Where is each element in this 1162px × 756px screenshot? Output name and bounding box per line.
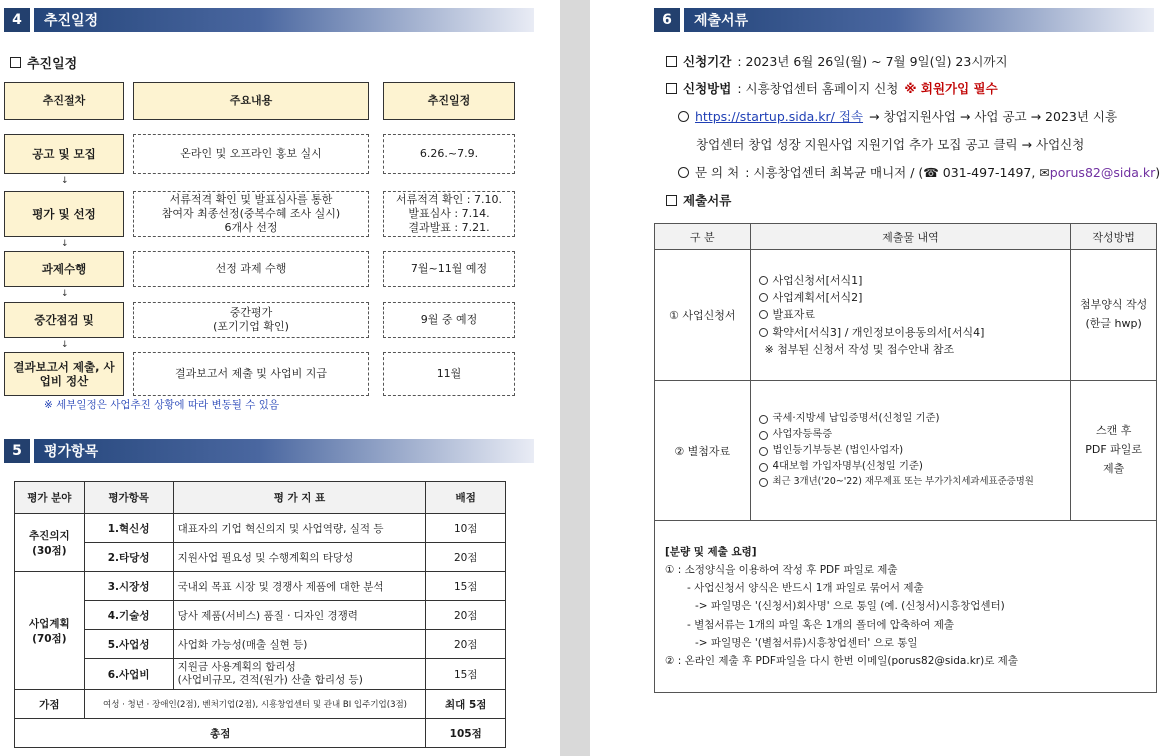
schedule-date-2-line: 발표심사 : 7.14. xyxy=(408,207,490,221)
document-item-text: 국세·지방세 납입증명서(신청일 기준) xyxy=(772,412,940,425)
table-row xyxy=(15,690,506,719)
document-item-text: 사업자등록증 xyxy=(772,428,833,441)
bonus-score: 최대 5점 xyxy=(426,690,506,719)
circle-bullet-icon xyxy=(759,415,768,424)
schedule-content-4-line: (포기기업 확인) xyxy=(213,320,289,333)
down-arrow-icon: ↓ xyxy=(61,176,69,186)
application-path xyxy=(678,107,1117,125)
application-period-label: 신청기간 xyxy=(683,54,732,69)
right-page xyxy=(590,0,1162,756)
schedule-content-3 xyxy=(133,251,369,287)
evaluation-item: 5.사업성 xyxy=(84,630,173,659)
left-page xyxy=(0,0,560,756)
circle-bullet-icon xyxy=(759,276,768,285)
evaluation-item: 1.혁신성 xyxy=(84,514,173,543)
document-extra-note: ※ 첨부된 신청서 작성 및 접수안내 참조 xyxy=(764,342,955,356)
evaluation-area: 추진의지 (30점) xyxy=(15,514,85,572)
schedule-content-2-line: 서류적격 확인 및 발표심사를 통한 xyxy=(169,193,333,207)
total-score: 105점 xyxy=(426,719,506,748)
document-kind: ② 별첨자료 xyxy=(655,381,751,521)
document-method-line: 첨부양식 작성 xyxy=(1080,298,1148,312)
schedule-date-5-line: 11월 xyxy=(436,367,462,381)
evaluation-desc: 사업화 가능성(매출 실현 등) xyxy=(173,630,426,659)
document-method-line: PDF 파일로 xyxy=(1085,443,1143,457)
schedule-date-4-line: 9월 중 예정 xyxy=(420,313,478,327)
schedule-header-step: 추진절차 xyxy=(4,82,124,120)
evaluation-item: 4.기술성 xyxy=(84,601,173,630)
evaluation-desc: 대표자의 기업 혁신의지 및 사업역량, 실적 등 xyxy=(173,514,426,543)
schedule-subheading xyxy=(10,53,77,72)
table-row xyxy=(15,572,506,601)
document-method-line: 제출 xyxy=(1103,461,1125,475)
documents-subheading-text: 제출서류 xyxy=(683,193,732,208)
schedule-content-2 xyxy=(133,191,369,237)
evaluation-score: 10점 xyxy=(426,514,506,543)
evaluation-header-score: 배점 xyxy=(426,482,506,514)
section-6-header xyxy=(654,8,1154,32)
application-method-value: : 시흥창업센터 홈페이지 신청 xyxy=(737,81,899,96)
schedule-date-2 xyxy=(383,191,515,237)
list-item xyxy=(759,306,1063,323)
table-row xyxy=(655,250,1157,381)
section-6-title: 제출서류 xyxy=(684,8,1154,32)
section-5-number: 5 xyxy=(4,439,30,463)
application-period xyxy=(666,52,1008,70)
list-item xyxy=(759,427,1063,443)
schedule-content-4 xyxy=(133,302,369,338)
evaluation-item: 2.타당성 xyxy=(84,543,173,572)
evaluation-table xyxy=(14,481,506,748)
circle-bullet-icon xyxy=(678,111,689,122)
schedule-step-4: 중간점검 및 xyxy=(4,302,124,338)
document-item-text: 최근 3개년('20~'22) 재무제표 또는 부가가치세과세표준증명원 xyxy=(772,476,1034,488)
checkbox-square-icon xyxy=(10,57,21,68)
submission-guide-line: ① : 소정양식을 이용하여 작성 후 PDF 파일로 제출 xyxy=(665,564,898,577)
application-period-value: : 2023년 6월 26일(월) ~ 7월 9일(일) 23시까지 xyxy=(737,54,1008,69)
evaluation-desc: 당사 제품(서비스) 품질 · 디자인 경쟁력 xyxy=(173,601,426,630)
documents-header-method: 작성방법 xyxy=(1071,224,1157,250)
schedule-date-3-line: 7월~11월 예정 xyxy=(410,262,488,276)
document-method-line: 스캔 후 xyxy=(1095,424,1132,438)
contact-value: : 시흥창업센터 최복균 매니저 / (☎ 031-497-1497, ✉ xyxy=(745,165,1050,180)
schedule-content-2-line: 6개사 선정 xyxy=(224,220,278,234)
circle-bullet-icon xyxy=(759,447,768,456)
checkbox-square-icon xyxy=(666,83,677,94)
document-item-text: 확약서[서식3] / 개인정보이용동의서[서식4] xyxy=(772,325,985,339)
documents-header-items: 제출물 내역 xyxy=(750,224,1071,250)
schedule-content-5 xyxy=(133,352,369,396)
schedule-header-content: 주요내용 xyxy=(133,82,369,120)
list-item xyxy=(759,289,1063,306)
section-5-title: 평가항목 xyxy=(34,439,534,463)
submission-guide-title: [분량 및 제출 요령] xyxy=(665,546,757,559)
total-label: 총점 xyxy=(15,719,426,748)
application-method xyxy=(666,79,998,97)
application-path-line-1: → 창업지원사업 → 사업 공고 → 2023년 시흥 xyxy=(869,109,1118,124)
evaluation-score: 15점 xyxy=(426,659,506,690)
evaluation-item: 3.시장성 xyxy=(84,572,173,601)
application-method-label: 신청방법 xyxy=(683,81,732,96)
section-5-header xyxy=(4,439,534,463)
contact-info xyxy=(678,163,1160,181)
circle-bullet-icon xyxy=(678,167,689,178)
document-method xyxy=(1071,381,1157,521)
evaluation-header-indicator: 평 가 지 표 xyxy=(173,482,426,514)
schedule-date-1 xyxy=(383,134,515,174)
evaluation-item: 6.사업비 xyxy=(84,659,173,690)
schedule-date-5 xyxy=(383,352,515,396)
schedule-step-1: 공고 및 모집 xyxy=(4,134,124,174)
documents-header-row xyxy=(655,224,1157,250)
table-row xyxy=(15,659,506,690)
schedule-note: ※ 세부일정은 사업추진 상황에 따라 변동될 수 있음 xyxy=(44,399,280,411)
document-item-text: 사업계획서[서식2] xyxy=(772,291,863,305)
table-row xyxy=(15,601,506,630)
evaluation-desc: 지원금 사용계획의 합리성 (사업비규모, 견적(원가) 산출 합리성 등) xyxy=(173,659,426,690)
submission-guide-line: ② : 온라인 제출 후 PDF파일을 다시 한번 이메일(porus82@sida.kr)로 제출 xyxy=(665,654,1018,667)
schedule-date-2-line: 결과발표 : 7.21. xyxy=(408,220,490,234)
membership-required-note: ※ 회원가입 필수 xyxy=(904,81,998,96)
table-row xyxy=(655,521,1157,693)
contact-label: 문 의 처 xyxy=(695,165,740,180)
section-4-title: 추진일정 xyxy=(34,8,534,32)
list-item xyxy=(759,475,1063,490)
list-item xyxy=(759,324,1063,341)
evaluation-desc: 지원사업 필요성 및 수행계획의 타당성 xyxy=(173,543,426,572)
startup-site-link[interactable]: https://startup.sida.kr/ 접속 xyxy=(695,109,864,124)
list-item xyxy=(759,459,1063,475)
circle-bullet-icon xyxy=(759,328,768,337)
submission-guide-line: -> 파일명은 '(별첨서류)시흥창업센터' 으로 통일 xyxy=(695,636,918,649)
document-items xyxy=(750,250,1071,381)
evaluation-desc: 국내외 목표 시장 및 경쟁사 제품에 대한 분석 xyxy=(173,572,426,601)
schedule-date-2-line: 서류적격 확인 : 7.10. xyxy=(396,193,502,207)
evaluation-score: 20점 xyxy=(426,630,506,659)
table-row xyxy=(655,381,1157,521)
document-method xyxy=(1071,250,1157,381)
application-path-line-2: 창업센터 창업 성장 지원사업 지원기업 추가 모집 공고 클릭 → 사업신청 xyxy=(696,137,1085,152)
circle-bullet-icon xyxy=(759,463,768,472)
submission-guide xyxy=(655,521,1157,693)
evaluation-header-area: 평가 분야 xyxy=(15,482,85,514)
document-items xyxy=(750,381,1071,521)
evaluation-header-item: 평가항목 xyxy=(84,482,173,514)
schedule-content-4-line: 중간평가 xyxy=(229,306,273,320)
documents-header-kind: 구 분 xyxy=(655,224,751,250)
down-arrow-icon: ↓ xyxy=(61,239,69,249)
checkbox-square-icon xyxy=(666,56,677,67)
down-arrow-icon: ↓ xyxy=(61,340,69,350)
schedule-content-5-line: 결과보고서 제출 및 사업비 지급 xyxy=(174,367,328,381)
list-item xyxy=(759,272,1063,289)
schedule-step-5: 결과보고서 제출, 사업비 정산 xyxy=(4,352,124,396)
document-item-text: 발표자료 xyxy=(772,308,816,322)
document-method-line: (한글 hwp) xyxy=(1085,317,1142,330)
schedule-content-3-line: 선정 과제 수행 xyxy=(215,262,287,276)
table-row xyxy=(15,514,506,543)
circle-bullet-icon xyxy=(759,478,768,487)
schedule-date-3 xyxy=(383,251,515,287)
bonus-desc: 여성 · 청년 · 장애인(2점), 벤처기업(2점), 시흥창업센터 및 관내 BI 입주기업(3점) xyxy=(84,690,426,719)
schedule-step-3: 과제수행 xyxy=(4,251,124,287)
section-6-number: 6 xyxy=(654,8,680,32)
evaluation-area: 사업계획 (70점) xyxy=(15,572,85,690)
down-arrow-icon: ↓ xyxy=(61,289,69,299)
document-item-text: 4대보험 가입자명부(신청일 기준) xyxy=(772,460,923,473)
schedule-header-date: 추진일정 xyxy=(383,82,515,120)
documents-table xyxy=(654,223,1157,693)
list-item xyxy=(759,411,1063,427)
circle-bullet-icon xyxy=(759,310,768,319)
contact-end: ) xyxy=(1155,164,1161,180)
application-path-cont xyxy=(696,135,1084,153)
documents-subheading xyxy=(666,191,731,209)
circle-bullet-icon xyxy=(759,293,768,302)
circle-bullet-icon xyxy=(759,431,768,440)
schedule-date-4 xyxy=(383,302,515,338)
table-row xyxy=(15,719,506,748)
schedule-content-1 xyxy=(133,134,369,174)
evaluation-score: 15점 xyxy=(426,572,506,601)
evaluation-score: 20점 xyxy=(426,601,506,630)
schedule-step-2: 평가 및 선정 xyxy=(4,191,124,237)
section-4-number: 4 xyxy=(4,8,30,32)
checkbox-square-icon xyxy=(666,195,677,206)
document-item-text: 사업신청서[서식1] xyxy=(772,274,863,288)
contact-email-link[interactable]: porus82@sida.kr xyxy=(1049,164,1156,180)
document-kind: ① 사업신청서 xyxy=(655,250,751,381)
evaluation-score: 20점 xyxy=(426,543,506,572)
submission-guide-line: - 별첨서류는 1개의 파일 혹은 1개의 폴더에 압축하여 제출 xyxy=(687,618,954,631)
table-row xyxy=(15,630,506,659)
submission-guide-line: - 사업신청서 양식은 반드시 1개 파일로 묶어서 제출 xyxy=(687,582,924,595)
schedule-content-1-line: 온라인 및 오프라인 홍보 실시 xyxy=(180,147,322,161)
schedule-subheading-text: 추진일정 xyxy=(27,57,78,72)
page-gutter xyxy=(560,0,590,756)
submission-guide-line: -> 파일명은 '(신청서)회사명' 으로 통일 (예. (신청서)시흥창업센터) xyxy=(695,600,1005,613)
section-4-header xyxy=(4,8,534,32)
evaluation-header-row xyxy=(15,482,506,514)
bonus-label: 가점 xyxy=(15,690,85,719)
schedule-date-1-line: 6.26.~7.9. xyxy=(419,147,479,161)
table-row xyxy=(15,543,506,572)
list-item xyxy=(759,443,1063,459)
document-item-text: 법인등기부등본 (법인사업자) xyxy=(772,444,904,457)
schedule-content-2-line: 참여자 최종선정(중복수혜 조사 실시) xyxy=(161,207,341,221)
